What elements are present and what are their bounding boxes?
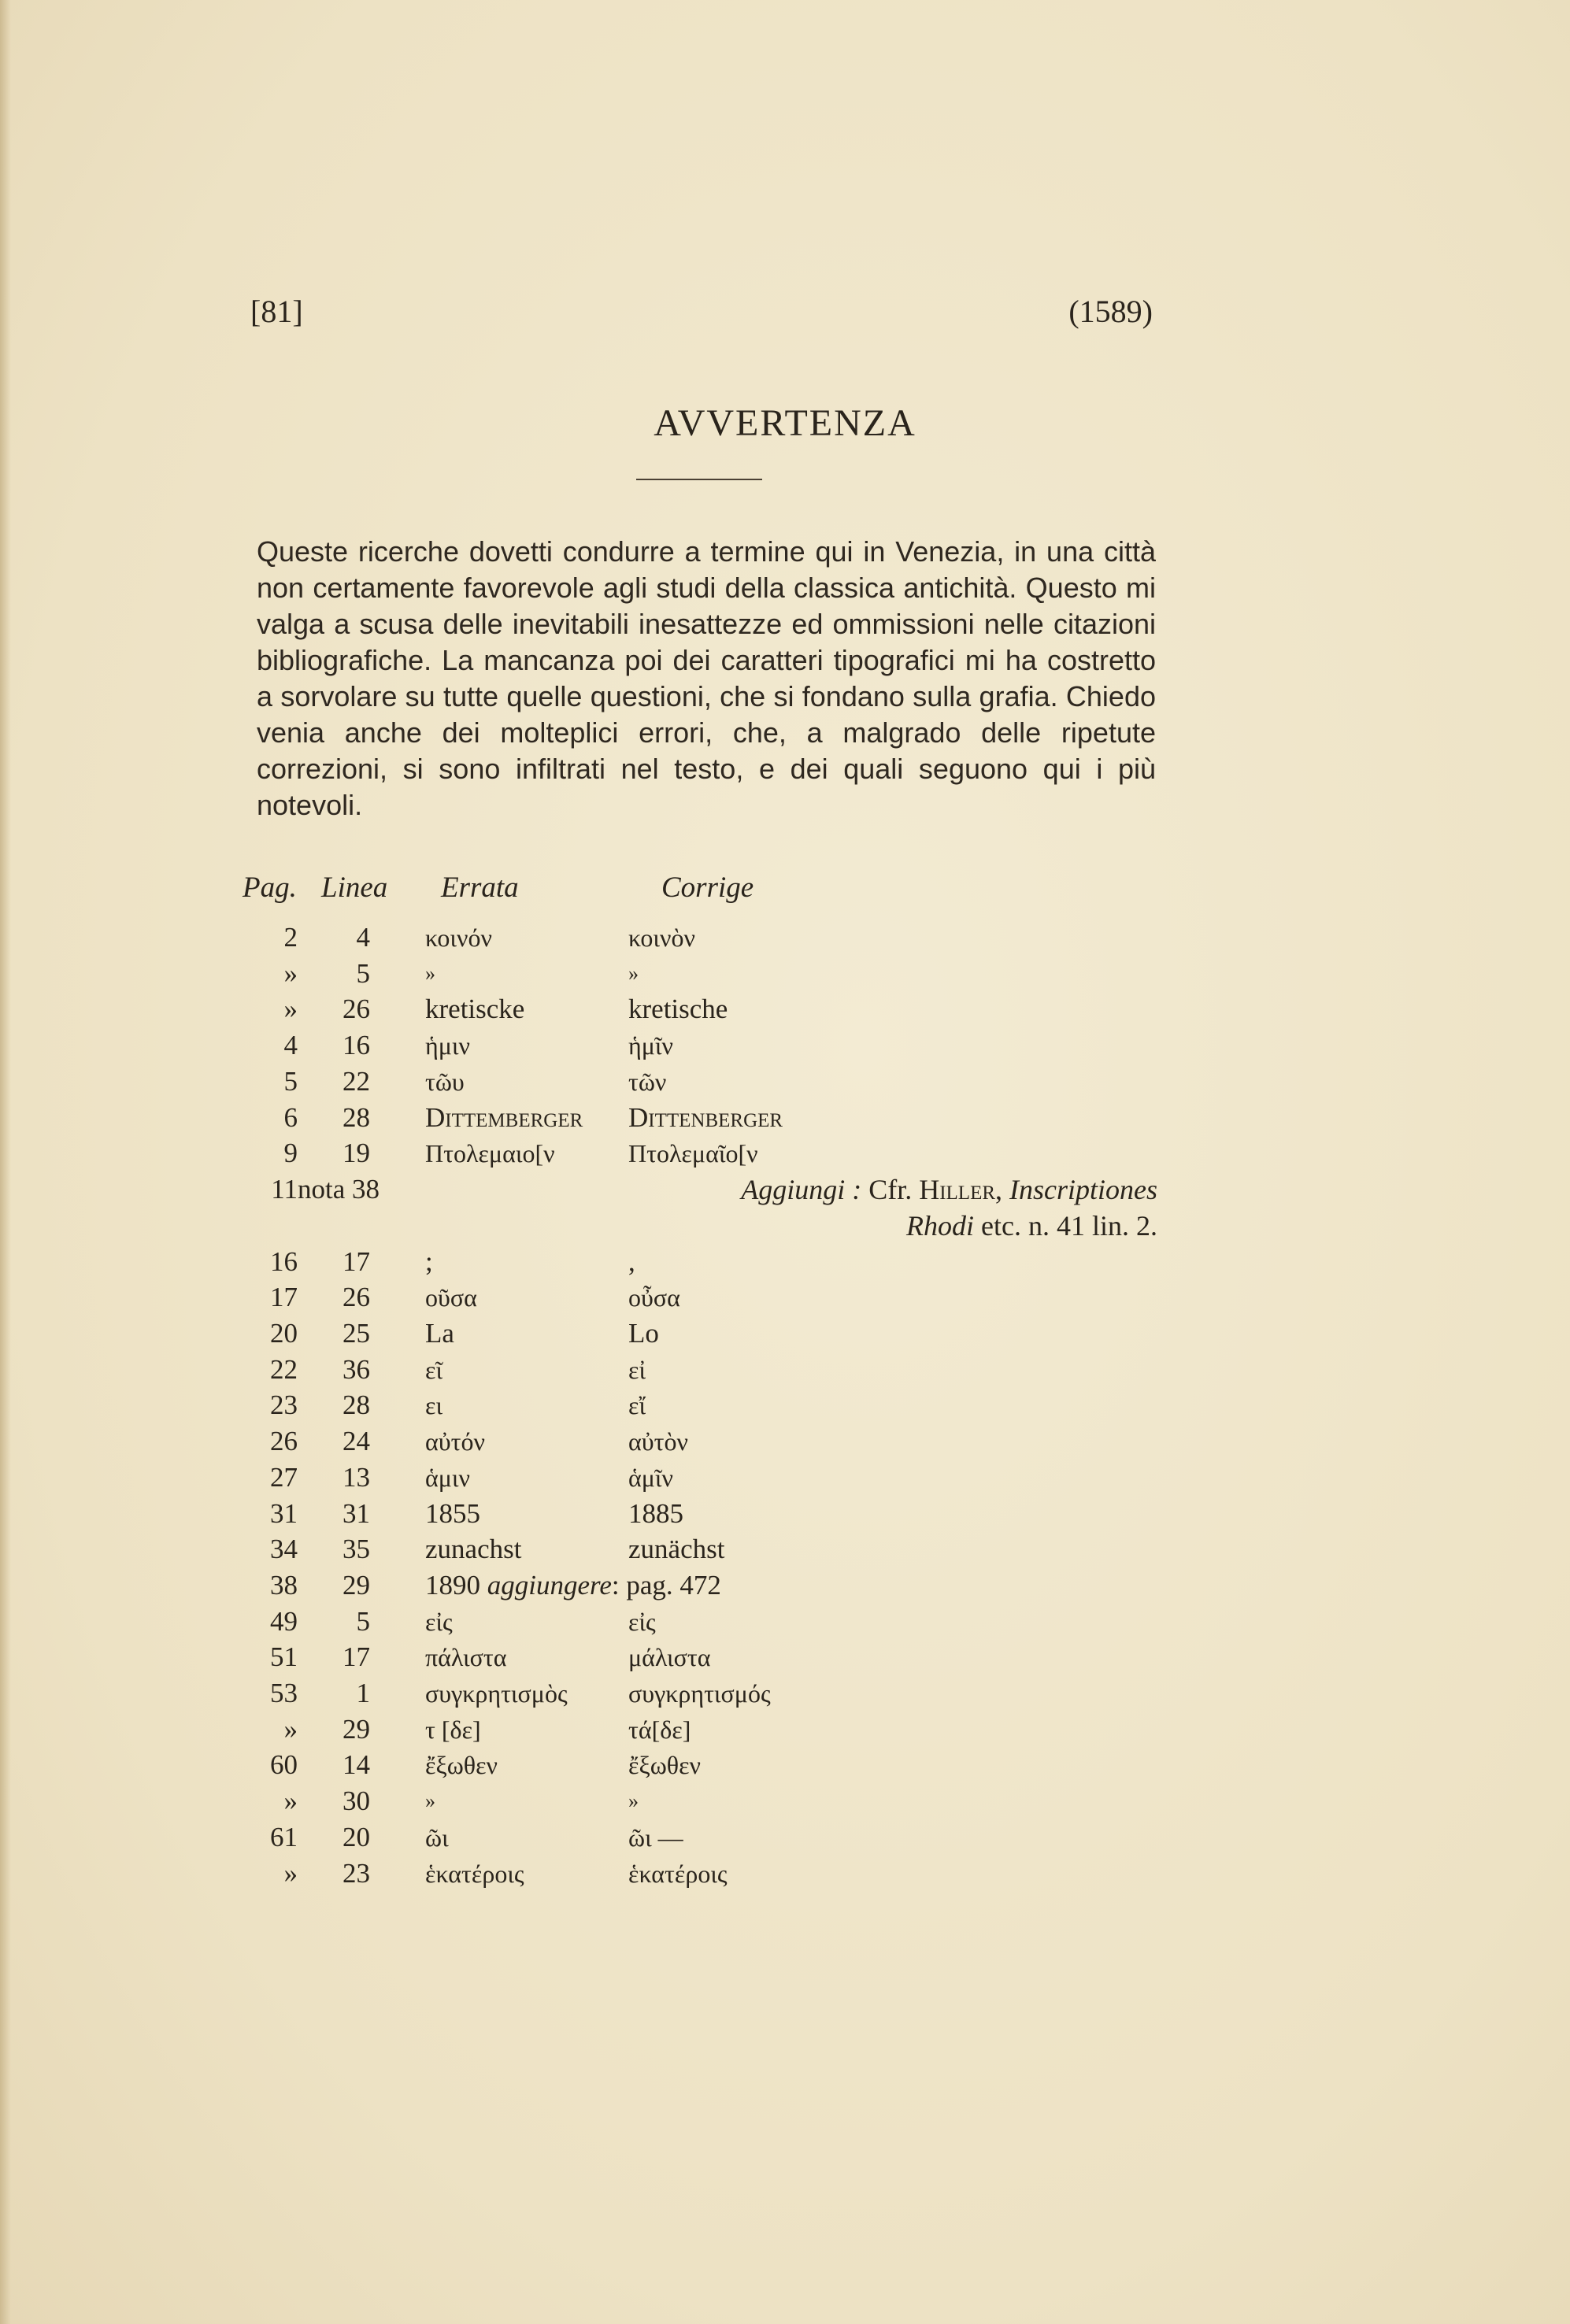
cell-errata: τ [δε]: [425, 1715, 481, 1744]
cell-pag: 4: [283, 1030, 298, 1061]
page-number: (1589): [1068, 294, 1153, 329]
cell-pag: 17: [270, 1282, 298, 1313]
cell-linea: 22: [343, 1065, 370, 1097]
cell-pag: »: [283, 1786, 298, 1817]
cell-linea: 5: [356, 1605, 370, 1637]
cell-linea: 36: [343, 1353, 370, 1385]
cell-pag: 23: [270, 1390, 298, 1421]
cell-corrige: οὖσα: [628, 1283, 680, 1312]
page-title: AVVERTENZA: [654, 402, 916, 444]
cell-pag: 49: [270, 1605, 298, 1637]
cell-corrige: κοινὸν: [628, 923, 695, 952]
cell-linea: 20: [343, 1821, 370, 1852]
nota-author: Hiller,: [919, 1174, 1003, 1205]
cell-pag: 11: [271, 1173, 298, 1205]
cell-pag: 26: [270, 1426, 298, 1457]
cell-corrige: ἔξωθεν: [628, 1751, 701, 1780]
aggiungere-ref: : pag. 472: [611, 1569, 721, 1601]
cell-errata: τῶυ: [425, 1067, 465, 1096]
cell-errata: kretiscke: [425, 994, 525, 1025]
cell-errata: 1855: [425, 1497, 480, 1529]
nota-work2: Rhodi: [906, 1210, 975, 1242]
page-bracket-number: [81]: [250, 294, 303, 329]
cell-pag: 60: [270, 1749, 298, 1781]
cell-corrige: εἰς: [628, 1607, 656, 1636]
cell-linea: 26: [343, 1282, 370, 1313]
cell-corrige: αὐτὸν: [628, 1427, 688, 1456]
cell-errata-with-addition: [425, 1567, 721, 1604]
cell-corrige: »: [628, 1789, 639, 1813]
cell-corrige: τῶν: [628, 1067, 667, 1096]
cell-linea: 31: [343, 1497, 370, 1529]
cell-pag: 20: [270, 1318, 298, 1349]
cell-corrige: Dittenberger: [628, 1101, 783, 1133]
cell-linea: 17: [343, 1641, 370, 1673]
cell-corrige: ῶι —: [628, 1823, 683, 1852]
cell-pag: »: [283, 1713, 298, 1745]
cell-pag: 5: [283, 1065, 298, 1097]
cell-linea: nota 38: [298, 1173, 380, 1205]
cell-errata: οῦσα: [425, 1283, 477, 1312]
cell-pag: 53: [270, 1678, 298, 1708]
cell-errata: La: [425, 1318, 454, 1349]
cell-linea: 14: [343, 1749, 370, 1781]
cell-linea: 30: [343, 1786, 370, 1817]
cell-pag: 9: [283, 1138, 298, 1169]
cell-pag: 2: [283, 922, 298, 953]
cell-linea: 19: [343, 1138, 370, 1169]
cell-corrige: Lo: [628, 1318, 659, 1349]
cell-linea: 1: [356, 1678, 370, 1708]
aggiungi-label: Aggiungi :: [741, 1174, 862, 1205]
nota-work: Inscriptiones: [1009, 1174, 1157, 1205]
cell-errata: Πτολεμαιο[ν: [425, 1139, 555, 1168]
cell-corrige: τά[δε]: [628, 1715, 691, 1744]
cell-linea: 29: [343, 1713, 370, 1745]
cell-pag: 16: [270, 1245, 298, 1277]
cell-errata: συγκρητισμὸς: [425, 1679, 568, 1708]
cell-corrige: ,: [628, 1245, 635, 1277]
cell-errata: εῖ: [425, 1355, 443, 1384]
cell-errata: zunachst: [425, 1534, 522, 1565]
cell-linea: 13: [343, 1461, 370, 1493]
cell-linea: 35: [343, 1534, 370, 1565]
cell-pag: 31: [270, 1497, 298, 1529]
cell-pag: »: [283, 957, 298, 989]
cell-pag: 51: [270, 1641, 298, 1673]
cell-linea: 28: [343, 1390, 370, 1421]
cell-pag: 38: [270, 1569, 298, 1601]
cell-errata: ἑκατέροις: [425, 1859, 524, 1888]
cell-corrige: ἁμῖν: [628, 1463, 673, 1492]
cell-pag: 22: [270, 1353, 298, 1385]
cell-pag: 6: [283, 1101, 298, 1133]
cell-pag: 61: [270, 1821, 298, 1852]
title-divider: [636, 479, 762, 480]
cell-linea: 16: [343, 1030, 370, 1061]
cell-errata: ῶι: [425, 1823, 449, 1852]
cell-pag: »: [283, 994, 298, 1025]
nota-ref: etc. n. 41 lin. 2.: [981, 1210, 1157, 1242]
cell-errata: »: [425, 961, 435, 985]
cell-linea: 4: [356, 922, 370, 953]
nota-38-line1: [638, 1171, 1157, 1208]
cell-linea: 26: [343, 994, 370, 1025]
cell-corrige: Πτολεμαῖο[ν: [628, 1139, 758, 1168]
cell-corrige: ἡμῖν: [628, 1031, 673, 1060]
cell-errata: ει: [425, 1391, 443, 1420]
cell-linea: 17: [343, 1245, 370, 1277]
cell-pag: 27: [270, 1461, 298, 1493]
errata-year: 1890: [425, 1569, 480, 1601]
cell-linea: 24: [343, 1426, 370, 1457]
cell-pag: 34: [270, 1534, 298, 1565]
cell-corrige: εἴ: [628, 1391, 646, 1420]
nota-38-line2: [638, 1208, 1157, 1244]
header-errata: Errata: [441, 872, 519, 904]
cell-corrige: 1885: [628, 1497, 683, 1529]
cell-errata: ἔξωθεν: [425, 1751, 498, 1780]
aggiungere-label: aggiungere: [487, 1569, 612, 1601]
cell-errata: ἁμιν: [425, 1463, 470, 1492]
cell-linea: 25: [343, 1318, 370, 1349]
header-linea: Linea: [321, 872, 388, 904]
cell-corrige: εἰ: [628, 1355, 646, 1384]
cell-linea: 28: [343, 1101, 370, 1133]
header-pag: Pag.: [243, 872, 297, 904]
cell-corrige: μάλιστα: [628, 1643, 711, 1672]
cell-corrige: kretische: [628, 994, 728, 1025]
header-corrige: Corrige: [661, 872, 754, 904]
cell-corrige: συγκρητισμός: [628, 1679, 771, 1708]
cell-pag: »: [283, 1857, 298, 1889]
cell-linea: 23: [343, 1857, 370, 1889]
cell-corrige: ἑκατέροις: [628, 1859, 728, 1888]
cell-linea: 29: [343, 1569, 370, 1601]
page-edge-shadow: [0, 0, 11, 2324]
cell-errata: αὐτόν: [425, 1427, 485, 1456]
cell-errata: εἰς: [425, 1607, 453, 1636]
cell-errata: Dittemberger: [425, 1101, 583, 1133]
cell-corrige: zunächst: [628, 1534, 725, 1565]
cell-errata: κοινόν: [425, 923, 492, 952]
cell-errata: »: [425, 1789, 435, 1813]
foreword-paragraph: Queste ricerche dovetti condurre a termine qui in Venezia, in una città non certamente favorevole agli studi della classica antichità. Questo mi valga a scusa delle inevitabili inesattezze ed ommissioni nelle citazioni bibliografiche. La mancanza poi dei caratteri tipografici mi ha costretto a sorvolare su tutte quelle questioni, che si fondano sulla grafia. Chiedo venia anche dei molteplici errori, che, a malgrado delle ripetute correzioni, si sono infiltrati nel testo, e dei quali seguono qui i più notevoli.: [257, 535, 1156, 821]
cell-errata: πάλιστα: [425, 1643, 507, 1672]
nota-cfr: Cfr.: [868, 1174, 913, 1205]
cell-errata: ;: [425, 1245, 433, 1277]
cell-corrige: »: [628, 961, 639, 985]
cell-errata: ἡμιν: [425, 1031, 470, 1060]
cell-linea: 5: [356, 957, 370, 989]
